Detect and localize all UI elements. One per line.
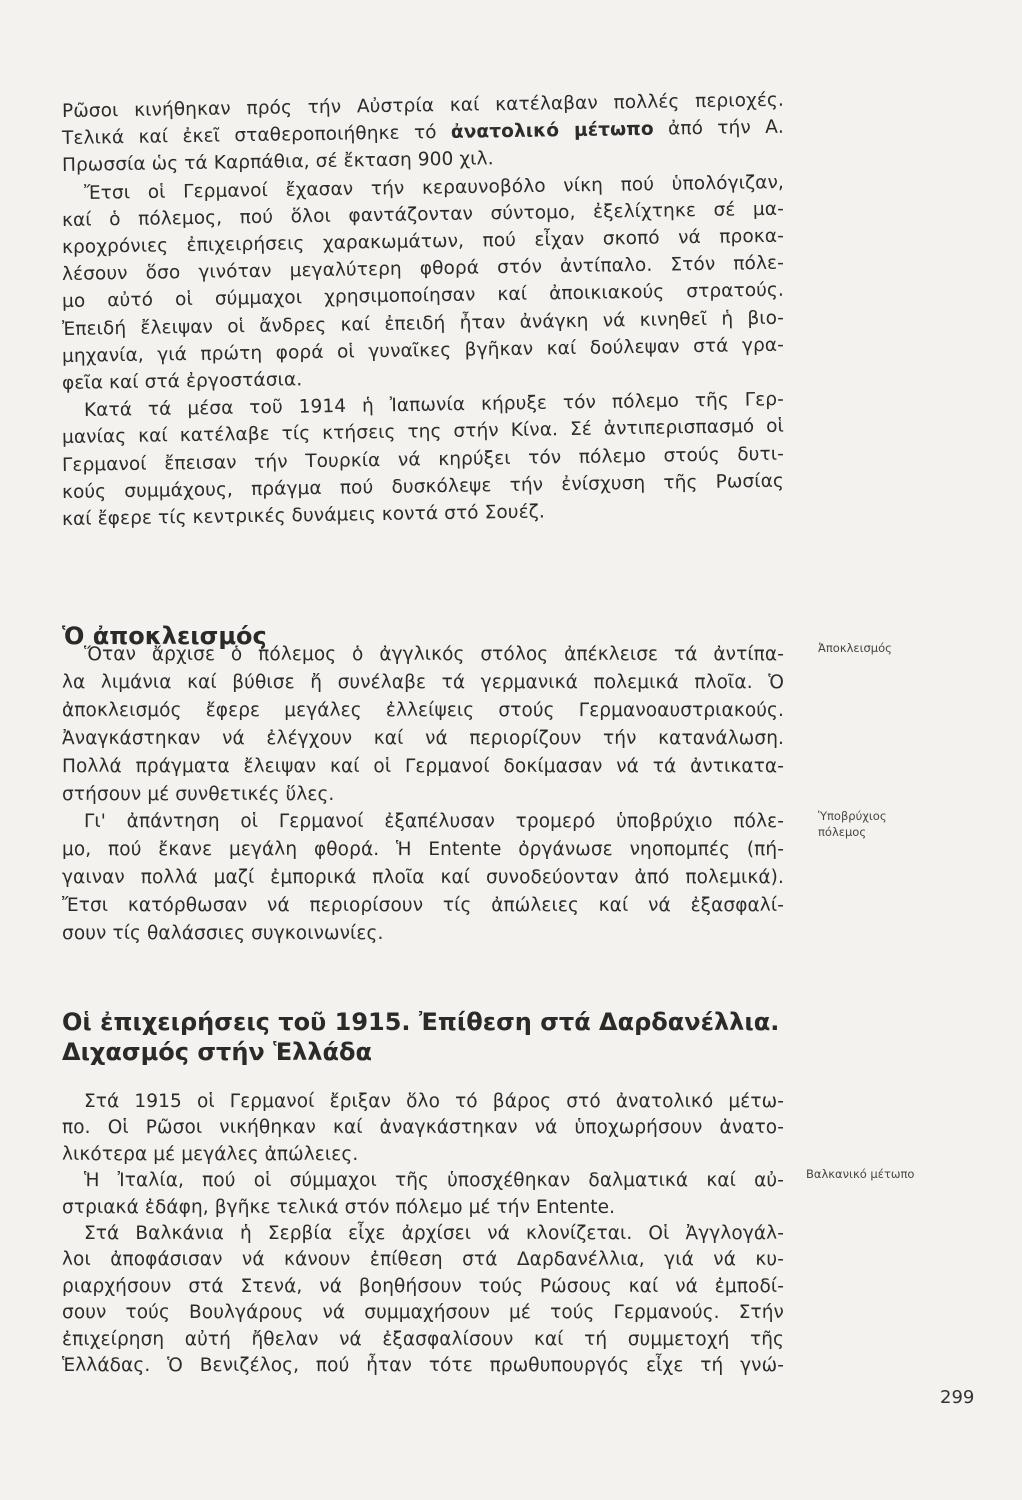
text-line: Στά 1915 οἱ Γερμανοί ἔριξαν ὅλο τό βάρος στό ἀνατολικό μέτω- (84, 1091, 784, 1112)
text-line: Ἡ Ἰταλία, πού οἱ σύμμαχοι τῆς ὑποσχέθηκαν δαλματικά καί αὐ- (84, 1170, 784, 1192)
text-line: μο, πού ἔκανε μεγάλη φθορά. Ἡ Entente ὀργάνωσε νηοπομπές (πή- (62, 839, 784, 861)
text-line: στριακά ἐδάφη, βγῆκε τελικά στόν πόλεμο μέ τήν Entente. (62, 1196, 616, 1218)
text-line: σουν τούς Βουλγάρους νά συμμαχήσουν μέ τούς Γερμανούς. Στήν (62, 1302, 784, 1324)
bold-term: ἀνατολικό μέτωπο (450, 118, 654, 144)
text-line: Κατά τά μέσα τοῦ 1914 ἡ Ἰαπωνία κήρυξε τόν πόλεμο τῆς Γερ- (83, 389, 785, 422)
text-line: φεῖα καί στά ἐργοστάσια. (61, 369, 303, 394)
margin-note-submarine-1: Ὑποβρύχιος (818, 809, 887, 823)
text-line: Γι' ἀπάντηση οἱ Γερμανοί ἐξαπέλυσαν τρομερό ὑποβρύχιο πόλε- (84, 811, 784, 833)
text-line: σουν τίς θαλάσσιες συγκοινωνίες. (62, 923, 384, 944)
text-line: Γερμανοί ἔπεισαν τήν Τουρκία νά κηρύξει τόν πόλεμο στούς δυτι- (61, 443, 785, 476)
margin-note-submarine-2: πόλεμος (818, 825, 867, 839)
text-line: γαιναν πολλά μαζί ἐμπορικά πλοῖα καί συνοδεύονταν ἀπό πολεμικά). (62, 867, 784, 889)
section-heading-1915-line2: Διχασμός στήν Ἑλλάδα (62, 1038, 373, 1066)
text-line: Ρῶσοι κινήθηκαν πρός τήν Αὐστρία καί κατέλαβαν πολλές περιοχές. (61, 89, 785, 122)
text-line: ριαρχήσουν στά Στενά, νά βοηθήσουν τούς Ρώσους καί νά ἐμποδί- (62, 1275, 784, 1297)
section-heading-blockade: Ὁ ἀποκλεισμός (62, 621, 267, 650)
text-line: Στά Βαλκάνια ἡ Σερβία εἶχε ἀρχίσει νά κλονίζεται. Οἱ Ἀγγλογάλ- (84, 1223, 784, 1244)
text-line: Ἑλλάδας. Ὁ Βενιζέλος, πού ἦταν τότε πρωθυπουργός εἶχε τή γνώ- (62, 1355, 784, 1376)
text-line: καί ὁ πόλεμος, πού ὅλοι φαντάζονταν σύντομο, ἐξελίχτηκε σέ μα- (61, 198, 785, 231)
text-line: λέσουν ὅσο γινόταν μεγαλύτερη φθορά στόν ἀντίπαλο. Στόν πόλε- (61, 252, 785, 286)
text-line: Πολλά πράγματα ἔλειψαν καί οἱ Γερμανοί δοκίμασαν νά τά ἀντικατα- (62, 755, 784, 777)
text-span: Τελικά καί ἐκεῖ σταθεροποιήθηκε τό (61, 122, 452, 150)
text-span: ἀπό τήν Α. (653, 116, 785, 140)
text-line: μηχανία, γιά πρώτη φορά οἱ γυναῖκες βγῆκαν καί δούλεψαν στά γρα- (61, 334, 785, 367)
text-line: πο. Οἱ Ρῶσοι νικήθηκαν καί ἀναγκάστηκαν νά ὑποχωρήσουν ἀνατο- (62, 1117, 784, 1139)
text-line: κροχρόνιες ἐπιχειρήσεις χαρακωμάτων, πού εἶχαν σκοπό νά προκα- (61, 225, 785, 258)
margin-note-balkan-front: Βαλκανικό μέτωπο (806, 1167, 915, 1181)
page-number: 299 (940, 1387, 975, 1408)
text-line: Ἐπειδή ἔλειψαν οἱ ἄνδρες καί ἐπειδή ἦταν ἀνάγκη νά κινηθεῖ ἡ βιο- (61, 307, 785, 340)
text-line: Ἔτσι οἱ Γερμανοί ἔχασαν τήν κεραυνοβόλο νίκη πού ὑπολόγιζαν, (83, 171, 785, 204)
text-line: Ἔτσι κατόρθωσαν νά περιορίσουν τίς ἀπώλειες καί νά ἐξασφαλί- (62, 895, 784, 917)
text-line: λα λιμάνια καί βύθισε ἤ συνέλαβε τά γερμανικά πολεμικά πλοῖα. Ὁ (62, 671, 784, 693)
text-line: μο αὐτό οἱ σύμμαχοι χρησιμοποίησαν καί ἀποικιακούς στρατούς. (61, 280, 785, 313)
margin-note-blockade: Ἀποκλεισμός (818, 641, 892, 655)
text-line: Πρωσσία ὡς τά Καρπάθια, σέ ἔκταση 900 χιλ. (61, 148, 494, 177)
text-line: μανίας καί κατέλαβε τίς κτήσεις της στήν Κίνα. Σέ ἀντιπερισπασμό οἱ (61, 416, 785, 449)
text-line: καί ἔφερε τίς κεντρικές δυνάμεις κοντά στό Σουέζ. (61, 501, 546, 530)
text-line: λικότερα μέ μεγάλες ἀπώλειες. (62, 1143, 359, 1165)
text-line: στήσουν μέ συνθετικές ὕλες. (62, 783, 335, 805)
section-heading-1915-line1: Οἱ ἐπιχειρήσεις τοῦ 1915. Ἐπίθεση στά Δαρδανέλλια. (62, 1008, 780, 1036)
text-line: ἐπιχείρηση αὐτή ἤθελαν νά ἐξασφαλίσουν καί τή συμμετοχή τῆς (62, 1328, 784, 1350)
text-line: ἀποκλεισμός ἔφερε μεγάλες ἐλλείψεις στούς Γερμανοαυστριακούς. (62, 699, 784, 721)
text-line: κούς συμμάχους, πράγμα πού δυσκόλεψε τήν ἐνίσχυση τῆς Ρωσίας (61, 470, 785, 503)
text-line: Ἀναγκάστηκαν νά ἐλέγχουν καί νά περιορίζουν τήν κατανάλωση. (62, 727, 784, 749)
text-line: λοι ἀποφάσισαν νά κάνουν ἐπίθεση στά Δαρδανέλλια, γιά νά κυ- (62, 1249, 784, 1271)
text-line: Ὅταν ἄρχισε ὁ πόλεμος ὁ ἀγγλικός στόλος ἀπέκλεισε τά ἀντίπα- (84, 644, 784, 665)
